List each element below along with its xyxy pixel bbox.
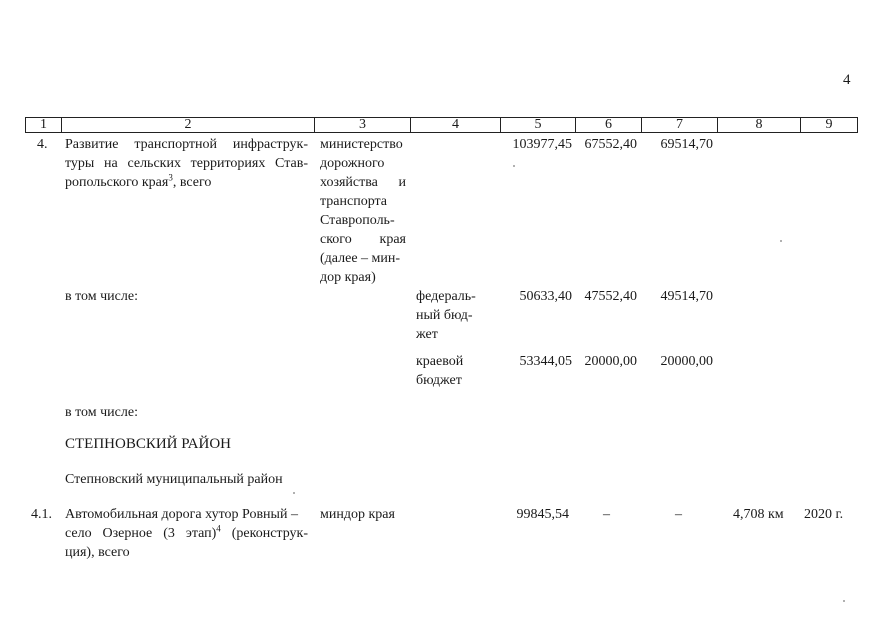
page-number: 4: [843, 72, 851, 88]
row41-executor: миндор края: [320, 507, 395, 522]
federal-budget-label: [416, 287, 496, 344]
row41-number: 4.1.: [31, 507, 52, 522]
row4-number: 4.: [37, 137, 48, 152]
scan-speck: [513, 165, 515, 167]
row4-name-line-2: туры на сельских территориях Став-: [65, 156, 308, 171]
row4-executor: [320, 135, 406, 287]
federal-col7: 49514,70: [660, 289, 713, 304]
header-cell-2: 2: [61, 117, 315, 133]
row41-name-line-2-pre: село Озерное (3 этап): [65, 526, 217, 541]
row4-col6: 67552,40: [584, 137, 637, 152]
row41-name-line-2-post: (реконструк-: [220, 526, 308, 541]
row41-name-line-2: [65, 524, 308, 543]
including-label-1: в том числе:: [65, 289, 138, 304]
header-cell-3: 3: [314, 117, 411, 133]
row41-name-line-3: ция), всего: [65, 545, 130, 560]
footnote-4-marker: 4: [216, 523, 221, 534]
scan-speck: [293, 492, 295, 494]
row4-executor-line-8: дор края): [320, 270, 376, 285]
district-heading: СТЕПНОВСКИЙ РАЙОН: [65, 436, 232, 452]
regional-line-1: краевой: [416, 354, 464, 369]
header-cell-6: 6: [575, 117, 642, 133]
federal-line-1: федераль-: [416, 289, 476, 304]
row41-col5: 99845,54: [516, 507, 569, 522]
row41-name-line-1: Автомобильная дорога хутор Ровный –: [65, 507, 298, 522]
row4-executor-line-1: министерство: [320, 137, 403, 152]
row4-executor-line-5: Ставрополь-: [320, 213, 395, 228]
federal-line-3: жет: [416, 327, 438, 342]
header-cell-8: 8: [717, 117, 801, 133]
federal-col6: 47552,40: [584, 289, 637, 304]
federal-line-2: ный бюд-: [416, 308, 473, 323]
footnote-3-marker: 3: [168, 172, 173, 183]
row4-name: [65, 135, 308, 192]
header-cell-5: 5: [500, 117, 576, 133]
row41-col7: –: [675, 507, 682, 522]
row4-name-text: ропольского края: [65, 175, 169, 190]
row4-col7: 69514,70: [660, 137, 713, 152]
header-cell-9: 9: [800, 117, 858, 133]
row41-col6: –: [603, 507, 610, 522]
row4-executor-line-2: дорожного: [320, 156, 385, 171]
row4-executor-line-6: ского края: [320, 232, 406, 247]
including-label-2: в том числе:: [65, 405, 138, 420]
row4-col5: 103977,45: [512, 137, 572, 152]
regional-budget-label: [416, 352, 496, 390]
scan-speck: [843, 600, 845, 602]
regional-col5: 53344,05: [519, 354, 572, 369]
row41-col9: 2020 г.: [804, 507, 844, 522]
row4-name-line-1: Развитие транспортной инфраструк-: [65, 137, 308, 152]
regional-line-2: бюджет: [416, 373, 462, 388]
regional-col6: 20000,00: [584, 354, 637, 369]
header-cell-7: 7: [641, 117, 718, 133]
row41-col8: 4,708 км: [733, 507, 784, 522]
header-cell-1: 1: [25, 117, 62, 133]
row4-executor-line-7: (далее – мин-: [320, 251, 401, 266]
row4-executor-line-4: транспорта: [320, 194, 388, 209]
header-cell-4: 4: [410, 117, 501, 133]
regional-col7: 20000,00: [660, 354, 713, 369]
federal-col5: 50633,40: [519, 289, 572, 304]
row4-executor-line-3: хозяйства и: [320, 175, 406, 190]
row4-name-tail: , всего: [172, 175, 212, 190]
municipal-district: Степновский муниципальный район: [65, 472, 283, 487]
scan-speck: [780, 240, 782, 242]
row4-name-line-3: [65, 173, 308, 192]
row41-name: [65, 505, 308, 562]
